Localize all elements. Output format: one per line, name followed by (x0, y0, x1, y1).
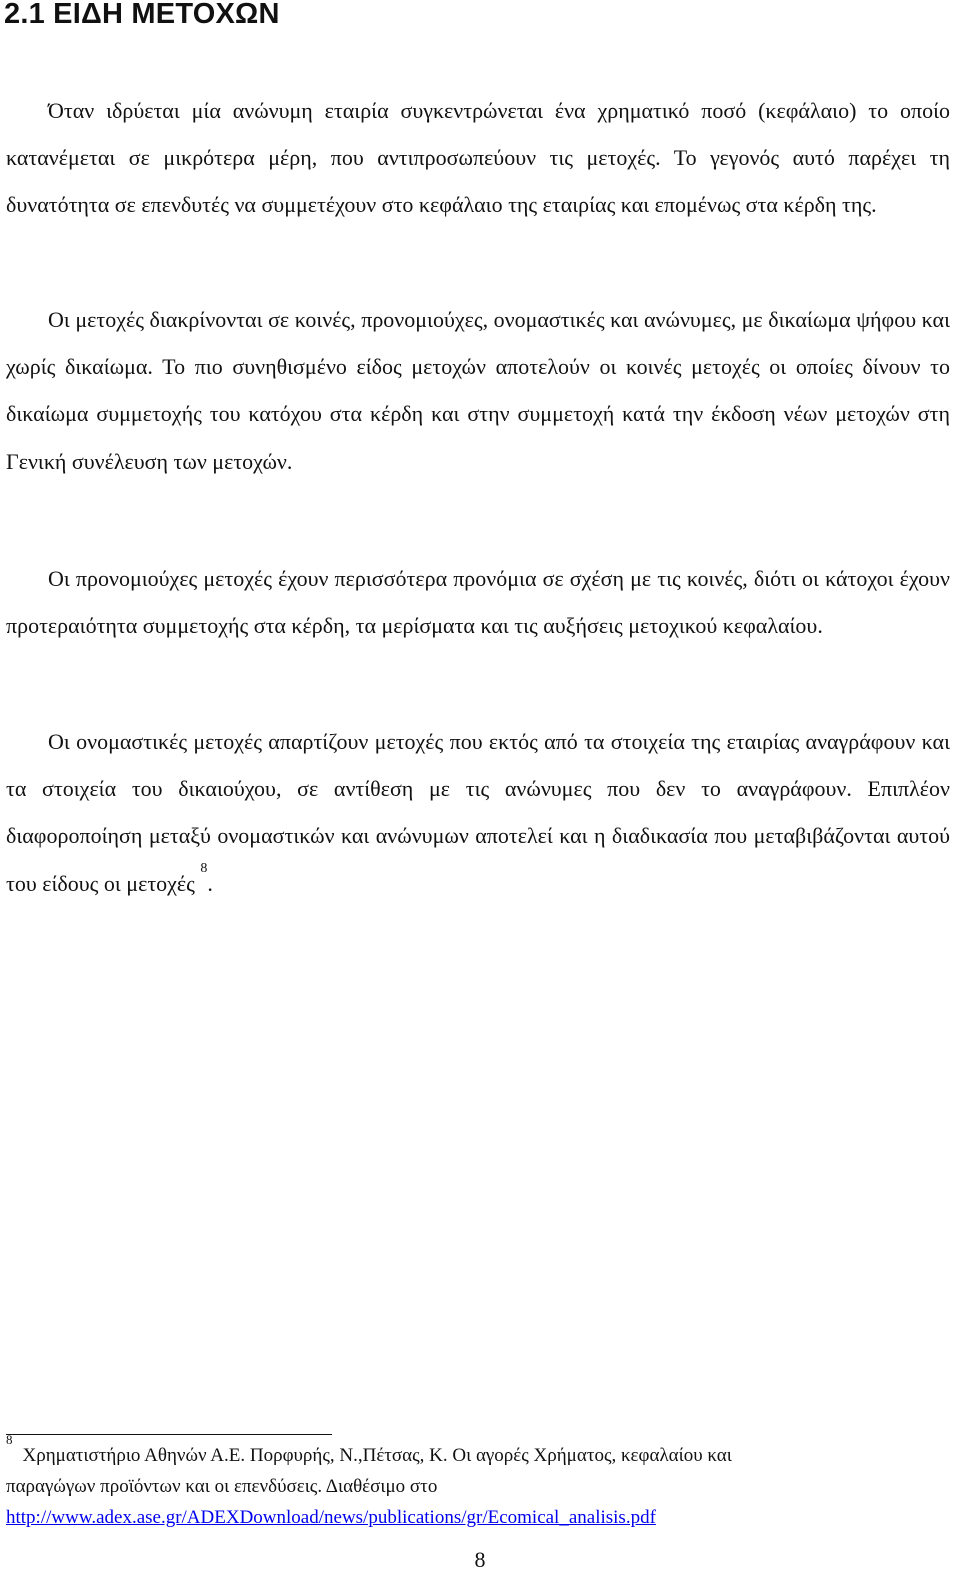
footnote-link[interactable]: http://www.adex.ase.gr/ADEXDownload/news/publications/gr/Ecomical_analisis.pdf (6, 1507, 656, 1528)
footnote-number: 8 (6, 1431, 13, 1447)
footnote-separator (6, 1434, 332, 1435)
paragraph-registered-shares-text: Οι ονομαστικές μετοχές απαρτίζουν μετοχές που εκτός από τα στοιχεία της εταιρίας αναγράφουν και τα στοιχεία του δικαιούχου, σε αντίθεση με τις ανώνυμες που δεν το αναγράφουν. Επιπλέον διαφοροποίηση μεταξύ ονομαστικών και ανώνυμων αποτελεί και η διαδικασία που μεταβιβάζονται αυτού του είδους οι μετοχές (6, 729, 950, 896)
footnote-line-1 (6, 1431, 950, 1471)
section-heading: 2.1 ΕΙΔΗ ΜΕΤΟΧΩΝ (4, 0, 280, 30)
paragraph-preferred-shares: Οι προνομιούχες μετοχές έχουν περισσότερα προνόμια σε σχέση με τις κοινές, διότι οι κάτοχοι έχουν προτεραιότητα συμμετοχής στα κέρδη, τα μερίσματα και τις αυξήσεις μετοχικού κεφαλαίου. (6, 566, 950, 639)
footnote-citation: Χρηματιστήριο Αθηνών Α.Ε. Πορφυρής, Ν.,Πέτσας, Κ. Οι αγορές Χρήματος, κεφαλαίου και (22, 1445, 732, 1466)
footnote-line-2: παραγώγων προϊόντων και οι επενδύσεις. Διαθέσιμο στο (6, 1476, 438, 1497)
paragraph-registered-shares (6, 718, 950, 907)
footnote-line-3 (6, 1502, 950, 1533)
page-number: 8 (474, 1547, 486, 1572)
paragraph-end-period: . (207, 870, 213, 896)
footnote (6, 1431, 950, 1533)
paragraph-share-types: Οι μετοχές διακρίνονται σε κοινές, προνομιούχες, ονομαστικές και ανώνυμες, με δικαίωμα ψήφου και χωρίς δικαίωμα. Το πιο συνηθισμένο είδος μετοχών αποτελούν οι κοινές μετοχές οι οποίες δίνουν το δικαίωμα συμμετοχής του κατόχου στα κέρδη και στην συμμετοχή κατά την έκδοση νέων μετοχών στη Γενική συνέλευση των μετοχών. (6, 307, 950, 474)
paragraph-intro: Όταν ιδρύεται μία ανώνυμη εταιρία συγκεντρώνεται ένα χρηματικό ποσό (κεφάλαιο) το οποίο κατανέμεται σε μικρότερα μέρη, που αντιπροσωπεύουν τις μετοχές. Το γεγονός αυτό παρέχει τη δυνατότητα σε επενδυτές να συμμετέχουν στο κεφάλαιο της εταιρίας και επομένως στα κέρδη της. (6, 98, 950, 218)
footnote-reference[interactable]: 8 (200, 861, 208, 877)
